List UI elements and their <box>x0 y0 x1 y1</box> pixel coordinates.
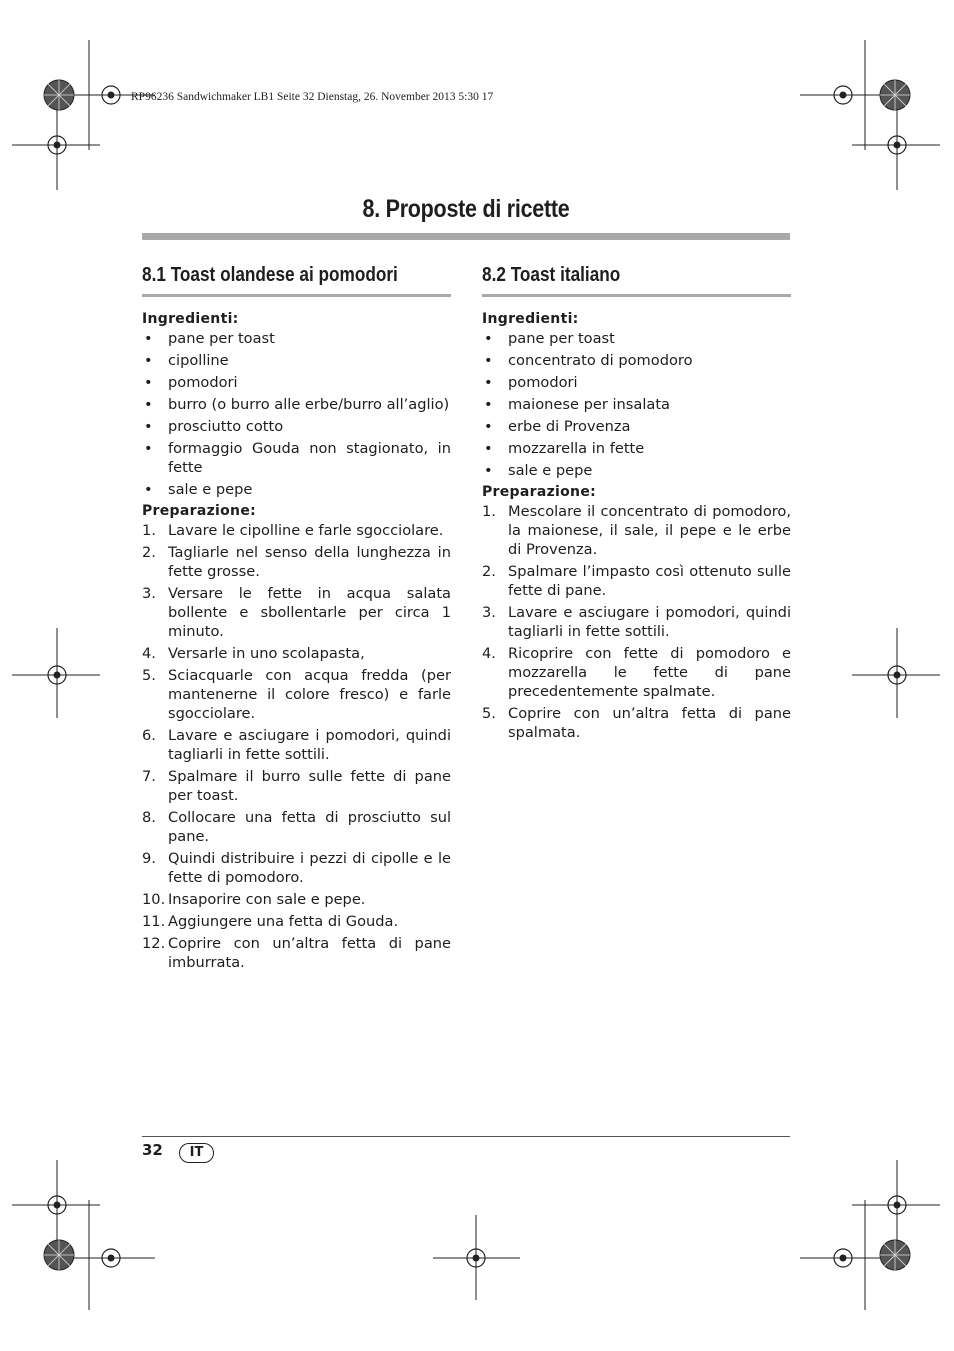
ingredients-label: Ingredienti: <box>482 311 579 327</box>
list-item: • pane per toast <box>144 330 275 347</box>
step-item: 2. Tagliarle nel senso della lunghezza in fette grosse. <box>142 544 451 580</box>
step-item: 3. Versare le fette in acqua salata bollente e sbollentarle per circa 1 minuto. <box>142 585 451 640</box>
section-heading: 8.2 Toast italiano <box>482 264 621 286</box>
steps-list <box>142 521 451 972</box>
step-item: 6. Lavare e asciugare i pomodori, quindi tagliarli in fette sottili. <box>142 727 451 763</box>
step-item: 7. Spalmare il burro sulle fette di pane per toast. <box>142 768 451 804</box>
step-item: 4. Ricoprire con fette di pomodoro e mozzarella le fette di pane precedentemente spalmate. <box>482 645 791 700</box>
preparation-label: Preparazione: <box>482 484 597 500</box>
list-item: • erbe di Provenza <box>484 418 631 435</box>
step-item: 1. Mescolare il concentrato di pomodoro, la maionese, il sale, il pepe e le erbe di Provenza. <box>482 503 791 558</box>
preparation-label: Preparazione: <box>142 503 257 519</box>
ingredients-label: Ingredienti: <box>142 311 239 327</box>
step-item: 4. Versarle in uno scolapasta, <box>142 645 365 662</box>
list-item: • concentrato di pomodoro <box>484 352 693 369</box>
ingredients-list <box>482 329 791 480</box>
step-item: 3. Lavare e asciugare i pomodori, quindi tagliarli in fette sottili. <box>482 604 791 640</box>
language-badge: IT <box>179 1143 214 1163</box>
list-item: • sale e pepe <box>484 462 593 479</box>
recipe-section-1 <box>142 262 451 975</box>
list-item: • prosciutto cotto <box>144 418 284 435</box>
section-heading: 8.1 Toast olandese ai pomodori <box>142 264 398 286</box>
list-item: • cipolline <box>144 352 229 369</box>
title-divider <box>142 233 790 240</box>
step-item: 11. Aggiungere una fetta di Gouda. <box>142 913 399 930</box>
list-item: • mozzarella in fette <box>484 440 645 457</box>
footer-divider <box>142 1136 790 1137</box>
step-item: 5. Coprire con un’altra fetta di pane spalmata. <box>482 705 791 741</box>
page-number: 32 <box>142 1141 163 1159</box>
ingredients-list <box>142 329 451 499</box>
list-item: • sale e pepe <box>144 481 253 498</box>
list-item: • pomodori <box>144 374 238 391</box>
recipe-section-2 <box>482 262 791 745</box>
steps-list <box>482 502 791 742</box>
section-divider <box>482 294 791 297</box>
step-item: 12. Coprire con un’altra fetta di pane imburrata. <box>142 935 451 971</box>
step-item: 2. Spalmare l’impasto così ottenuto sulle fette di pane. <box>482 563 791 599</box>
step-item: 8. Collocare una fetta di prosciutto sul pane. <box>142 809 451 845</box>
list-item: • pomodori <box>484 374 578 391</box>
step-item: 10. Insaporire con sale e pepe. <box>142 891 366 908</box>
section-divider <box>142 294 451 297</box>
list-item: • burro (o burro alle erbe/burro all’aglio) <box>144 396 450 413</box>
page-title: 8. Proposte di ricette <box>362 195 570 223</box>
list-item: • pane per toast <box>484 330 615 347</box>
list-item: • formaggio Gouda non stagionato, in fette <box>144 440 451 476</box>
step-item: 5. Sciacquarle con acqua fredda (per mantenerne il colore fresco) e farle sgocciolare. <box>142 667 451 722</box>
step-item: 9. Quindi distribuire i pezzi di cipolle e le fette di pomodoro. <box>142 850 451 886</box>
step-item: 1. Lavare le cipolline e farle sgocciolare. <box>142 522 444 539</box>
list-item: • maionese per insalata <box>484 396 670 413</box>
print-slug: RP96236 Sandwichmaker LB1 Seite 32 Dienstag, 26. November 2013 5:30 17 <box>131 91 494 103</box>
